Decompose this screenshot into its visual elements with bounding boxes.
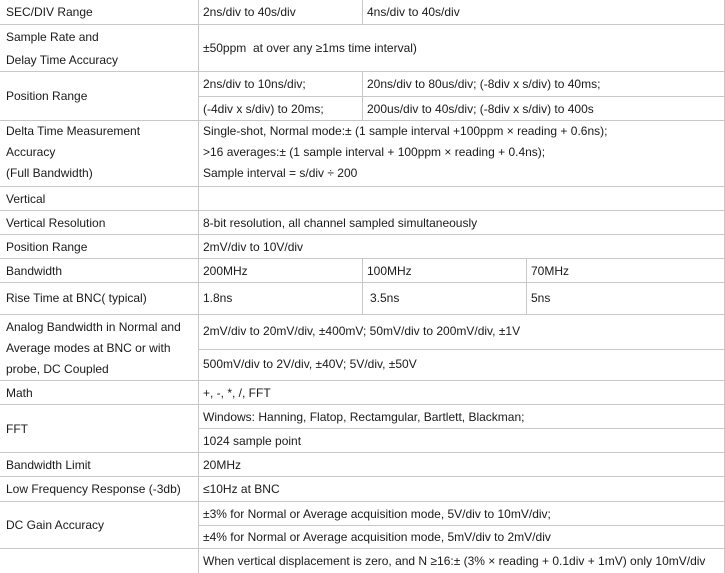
row-value: Windows: Hanning, Flatop, Rectamgular, Bartlett, Blackman; — [199, 405, 725, 429]
row-label-math: Math — [0, 381, 199, 405]
row-value-stack — [199, 121, 725, 187]
value-line: >16 averages:± (1 sample interval + 100ppm × reading + 0.4ns); — [203, 145, 546, 159]
empty-cell — [199, 187, 725, 211]
row-value: 500mV/div to 2V/div, ±40V; 5V/div, ±50V — [199, 350, 725, 381]
row-value: 2mV/div to 20mV/div, ±400mV; 50mV/div to 200mV/div, ±1V — [199, 315, 725, 350]
section-heading-vertical: Vertical — [0, 187, 199, 211]
label-line: Delay Time Accuracy — [6, 53, 119, 67]
row-label-rise-time: Rise Time at BNC( typical) — [0, 283, 199, 315]
row-value: +, -, *, /, FFT — [199, 381, 725, 405]
row-value: 5ns — [527, 283, 725, 315]
label-line: probe, DC Coupled — [6, 362, 109, 376]
row-value: 20MHz — [199, 453, 725, 477]
row-label-delta-time — [0, 121, 199, 187]
row-label-vertical-resolution: Vertical Resolution — [0, 211, 199, 235]
label-line: Delta Time Measurement — [6, 124, 141, 138]
row-value: 200MHz — [199, 259, 363, 283]
label-line: (Full Bandwidth) — [6, 166, 93, 180]
value-line: Single-shot, Normal mode:± (1 sample interval +100ppm × reading + 0.6ns); — [203, 124, 608, 138]
label-line: Sample Rate and — [6, 30, 99, 44]
row-label-dc-gain-accuracy: DC Gain Accuracy — [0, 502, 199, 549]
row-value: ≤10Hz at BNC — [199, 477, 725, 502]
row-value: 2mV/div to 10V/div — [199, 235, 725, 259]
row-value: ±50ppm at over any ≥1ms time interval) — [199, 25, 725, 72]
row-value: 1.8ns — [199, 283, 363, 315]
row-label-low-frequency-response: Low Frequency Response (-3db) — [0, 477, 199, 502]
label-line: Accuracy — [6, 145, 56, 159]
row-label-fft: FFT — [0, 405, 199, 453]
row-value: 100MHz — [363, 259, 527, 283]
row-label-empty — [0, 549, 199, 573]
row-value: 2ns/div to 40s/div — [199, 0, 363, 25]
row-label-bandwidth-limit: Bandwidth Limit — [0, 453, 199, 477]
row-value: 3.5ns — [363, 283, 527, 315]
row-value: 20ns/div to 80us/div; (-8div x s/div) to 40ms; — [363, 72, 725, 97]
row-value: 200us/div to 40s/div; (-8div x s/div) to 400s — [363, 97, 725, 121]
row-value: 1024 sample point — [199, 429, 725, 453]
row-value: ±4% for Normal or Average acquisition mode, 5mV/div to 2mV/div — [199, 526, 725, 549]
label-line: Average modes at BNC or with — [6, 341, 171, 355]
row-value: 8-bit resolution, all channel sampled simultaneously — [199, 211, 725, 235]
row-label-sample-rate — [0, 25, 199, 72]
label-line: Analog Bandwidth in Normal and — [6, 320, 181, 334]
value-line: Sample interval = s/div ÷ 200 — [203, 166, 358, 180]
row-value: (-4div x s/div) to 20ms; — [199, 97, 363, 121]
row-value: ±3% for Normal or Average acquisition mode, 5V/div to 10mV/div; — [199, 502, 725, 526]
row-label-position-range: Position Range — [0, 235, 199, 259]
row-value: When vertical displacement is zero, and N ≥16:± (3% × reading + 0.1div + 1mV) only 10mV/div — [199, 549, 725, 573]
row-label-analog-bandwidth — [0, 315, 199, 381]
row-label-bandwidth: Bandwidth — [0, 259, 199, 283]
row-value: 70MHz — [527, 259, 725, 283]
row-label-sec-div-range: SEC/DIV Range — [0, 0, 199, 25]
row-value: 4ns/div to 40s/div — [363, 0, 725, 25]
row-value: 2ns/div to 10ns/div; — [199, 72, 363, 97]
row-label-position-range: Position Range — [0, 72, 199, 121]
